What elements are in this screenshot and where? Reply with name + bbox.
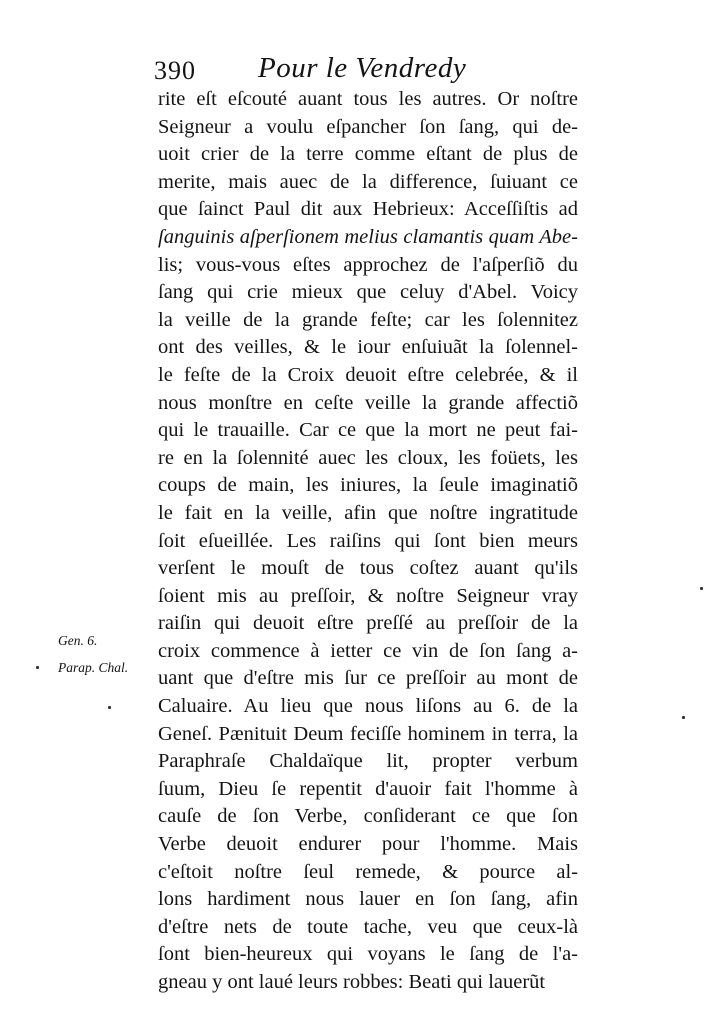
text-line: que ſainct Paul dit aux Hebrieux: Acceſſiſtis ad	[158, 198, 578, 221]
text-line: gneau y ont laué leurs robbes: Beati qui lauerũt	[158, 971, 546, 993]
text-line: le feſte de la Croix deuoit eſtre celebrée, & il	[158, 363, 578, 386]
running-title: Pour le Vendredy	[258, 52, 467, 84]
page-header	[154, 52, 574, 86]
print-speck	[700, 587, 703, 590]
body-text	[158, 86, 578, 997]
text-line: la veille de la grande feſte; car les ſolennitez	[158, 308, 578, 331]
print-speck	[36, 666, 39, 669]
text-line: ſuum, Dieu ſe repentit d'auoir fait l'homme à	[158, 777, 578, 800]
text-line: raiſin qui deuoit eſtre preſſé au preſſoir de la	[158, 612, 578, 635]
margin-note-genesis: Gen. 6.	[58, 633, 98, 648]
print-speck	[682, 716, 685, 719]
text-line: nous monſtre en ceſte veille la grande affectiõ	[158, 391, 578, 414]
text-line: lons hardiment nous lauer en ſon ſang, afin	[158, 888, 578, 911]
text-line: uant que d'eſtre mis ſur ce preſſoir au mont de	[158, 667, 578, 690]
text-line: ſoit eſueillée. Les raiſins qui ſont bien meurs	[158, 529, 578, 552]
text-line: Geneſ. Pænituit Deum feciſſe hominem in terra, la	[158, 722, 578, 745]
text-line: ſont bien-heureux qui voyans le ſang de l'a-	[158, 943, 578, 966]
text-line: Verbe deuoit endurer pour l'homme. Mais	[158, 833, 578, 856]
text-line: coups de main, les iniures, la ſeule imaginatiõ	[158, 474, 578, 497]
text-line: croix commence à ietter ce vin de ſon ſang a-	[158, 639, 578, 662]
margin-note-paraphrase: Parap. Chal.	[58, 660, 129, 675]
text-line: Seigneur a voulu eſpancher ſon ſang, qui de-	[158, 115, 578, 138]
text-line: d'eſtre nets de toute tache, veu que ceux-là	[158, 915, 578, 938]
text-line: lis; vous-vous eſtes approchez de l'aſperſiõ du	[158, 253, 578, 276]
text-line: qui le trauaille. Car ce que la mort ne peut fai-	[158, 419, 578, 442]
text-line: cauſe de ſon Verbe, conſiderant ce que ſon	[158, 805, 578, 828]
text-line: Caluaire. Au lieu que nous liſons au 6. de la	[158, 695, 578, 718]
text-line: le fait en la veille, afin que noſtre ingratitude	[158, 501, 578, 524]
text-line: ſang qui crie mieux que celuy d'Abel. Voicy	[158, 281, 578, 304]
text-line: ſoient mis au preſſoir, & noſtre Seigneur vray	[158, 584, 578, 607]
text-line: ſanguinis aſperſionem melius clamantis quam Abe-	[158, 225, 578, 248]
text-line: rite eſt eſcouté auant tous les autres. Or noſtre	[158, 88, 578, 110]
text-line: ont des veilles, & le iour enſuiuãt la ſolennel-	[158, 336, 578, 359]
text-line: Paraphraſe Chaldaïque lit, propter verbum	[158, 750, 578, 773]
text-line: re en la ſolennité auec les cloux, les foüets, les	[158, 446, 578, 469]
text-line: verſent le mouſt de tous coſtez auant qu'ils	[158, 557, 578, 580]
text-line: merite, mais auec de la difference, ſuiuant ce	[158, 170, 578, 193]
text-line: c'eſtoit noſtre ſeul remede, & pource al-	[158, 860, 578, 883]
page-number: 390	[154, 56, 196, 85]
text-line: uoit crier de la terre comme eſtant de plus de	[158, 143, 578, 166]
print-speck	[108, 706, 111, 709]
